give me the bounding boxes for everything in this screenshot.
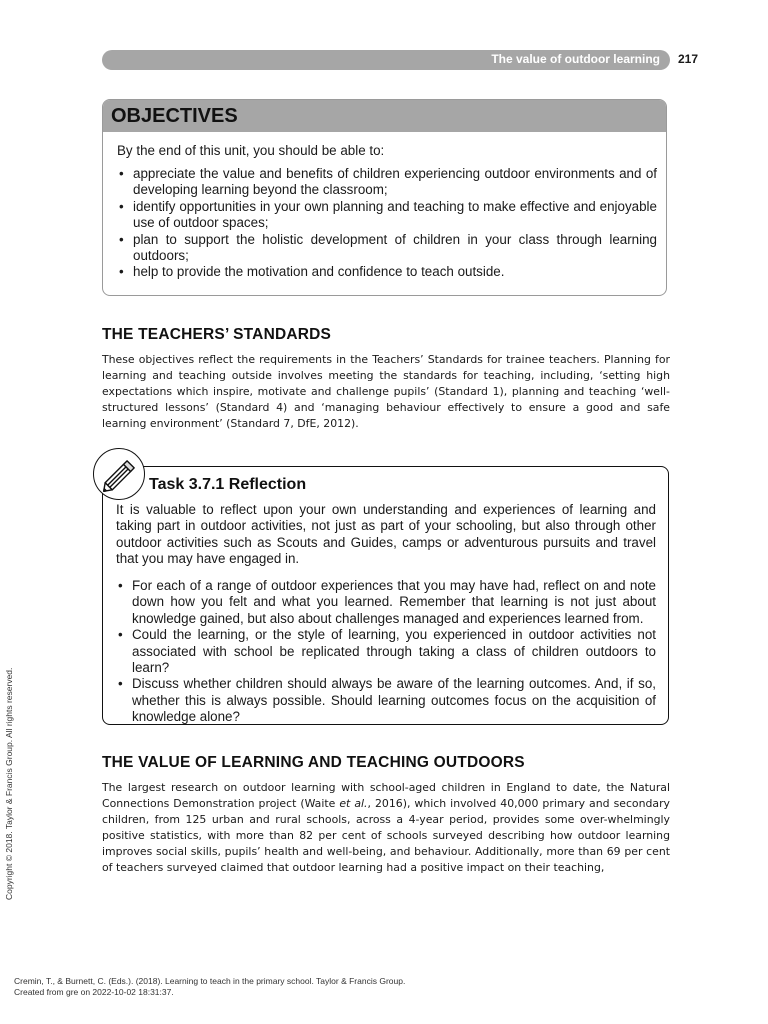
footer-line-2: Created from gre on 2022-10-02 18:31:37.: [14, 987, 174, 997]
standards-paragraph: These objectives reflect the requirements in the Teachers’ Standards for trainee teachers. Planning for learning and teaching outside involves meeting the standards for teaching, including, ‘setting high expectations which inspire, motivate and challenge pupils’ (Standard 1), planning and teaching ‘well-structured lessons’ (Standard 4) and ‘managing behaviour effectively to ensure a good and safe learning environment’ (Standard 7, DfE, 2012).: [102, 353, 670, 430]
objectives-title: OBJECTIVES: [111, 105, 238, 127]
pencil-icon: [93, 448, 145, 500]
value-paragraph: [102, 780, 670, 876]
page-number: 217: [678, 52, 699, 66]
footer-line-1: Cremin, T., & Burnett, C. (Eds.). (2018). Learning to teach in the primary school. Taylor & Francis Group.: [14, 976, 406, 986]
objective-item: • identify opportunities in your own planning and teaching to make effective and enjoyable use of outdoor spaces;: [117, 199, 657, 232]
value-text-rest: , 2016), which involved 40,000 primary and secondary children, from 125 urban and rural schools, across a 4-year period, provides some over-whelmingly positive statistics, with more than 82 per cent of schools surveyed describing how outdoor learning improves social skills, pupils’ health and well-being, and behaviour. Additionally, more than 69 per cent of teachers surveyed claimed that outdoor learning had a positive impact on their teaching,: [102, 797, 671, 874]
objective-item: • appreciate the value and benefits of children experiencing outdoor environments and of developing learning beyond the classroom;: [117, 166, 657, 199]
task-list: [116, 578, 656, 726]
value-heading: THE VALUE OF LEARNING AND TEACHING OUTDOORS: [102, 754, 525, 771]
objectives-intro: By the end of this unit, you should be able to:: [117, 143, 385, 158]
task-title: Task 3.7.1 Reflection: [149, 476, 307, 493]
objectives-list: [117, 166, 657, 281]
task-item: • For each of a range of outdoor experiences that you may have had, reflect on and note down how you felt and what you learned. Remember that learning is not just about knowledge gained, but also about challenges managed and experiences learned from.: [116, 578, 656, 627]
objectives-header: [103, 100, 666, 132]
value-text-start: The largest research on outdoor learning with school-aged children in England to date, the Natural Connections Demonstration project (Waite: [102, 781, 670, 810]
objective-item: • help to provide the motivation and confidence to teach outside.: [117, 264, 657, 280]
task-item: • Discuss whether children should always be aware of the learning outcomes. And, if so, whether this is always possible. Should learning outcomes focus on the acquisition of knowledge alone?: [116, 676, 656, 725]
running-title: The value of outdoor learning: [491, 52, 660, 66]
objectives-box: [102, 99, 667, 296]
value-text-citation: et al.: [339, 797, 368, 810]
copyright-notice: Copyright © 2018. Taylor & Francis Group. All rights reserved.: [4, 667, 14, 900]
task-item: • Could the learning, or the style of learning, you experienced in outdoor activities not associated with school be replicated through taking a class of children outdoors to learn?: [116, 627, 656, 676]
running-header-bar: [102, 50, 670, 70]
task-intro: It is valuable to reflect upon your own understanding and experiences of learning and taking part in outdoor activities, not just as part of your schooling, but also through other outdoor activities such as Scouts and Guides, camps or adventurous pursuits and travel that you may have engaged in.: [116, 502, 656, 567]
standards-heading: THE TEACHERS’ STANDARDS: [102, 326, 332, 343]
footer-citation: [14, 976, 405, 998]
objective-item: • plan to support the holistic development of children in your class through learning outdoors;: [117, 232, 657, 265]
